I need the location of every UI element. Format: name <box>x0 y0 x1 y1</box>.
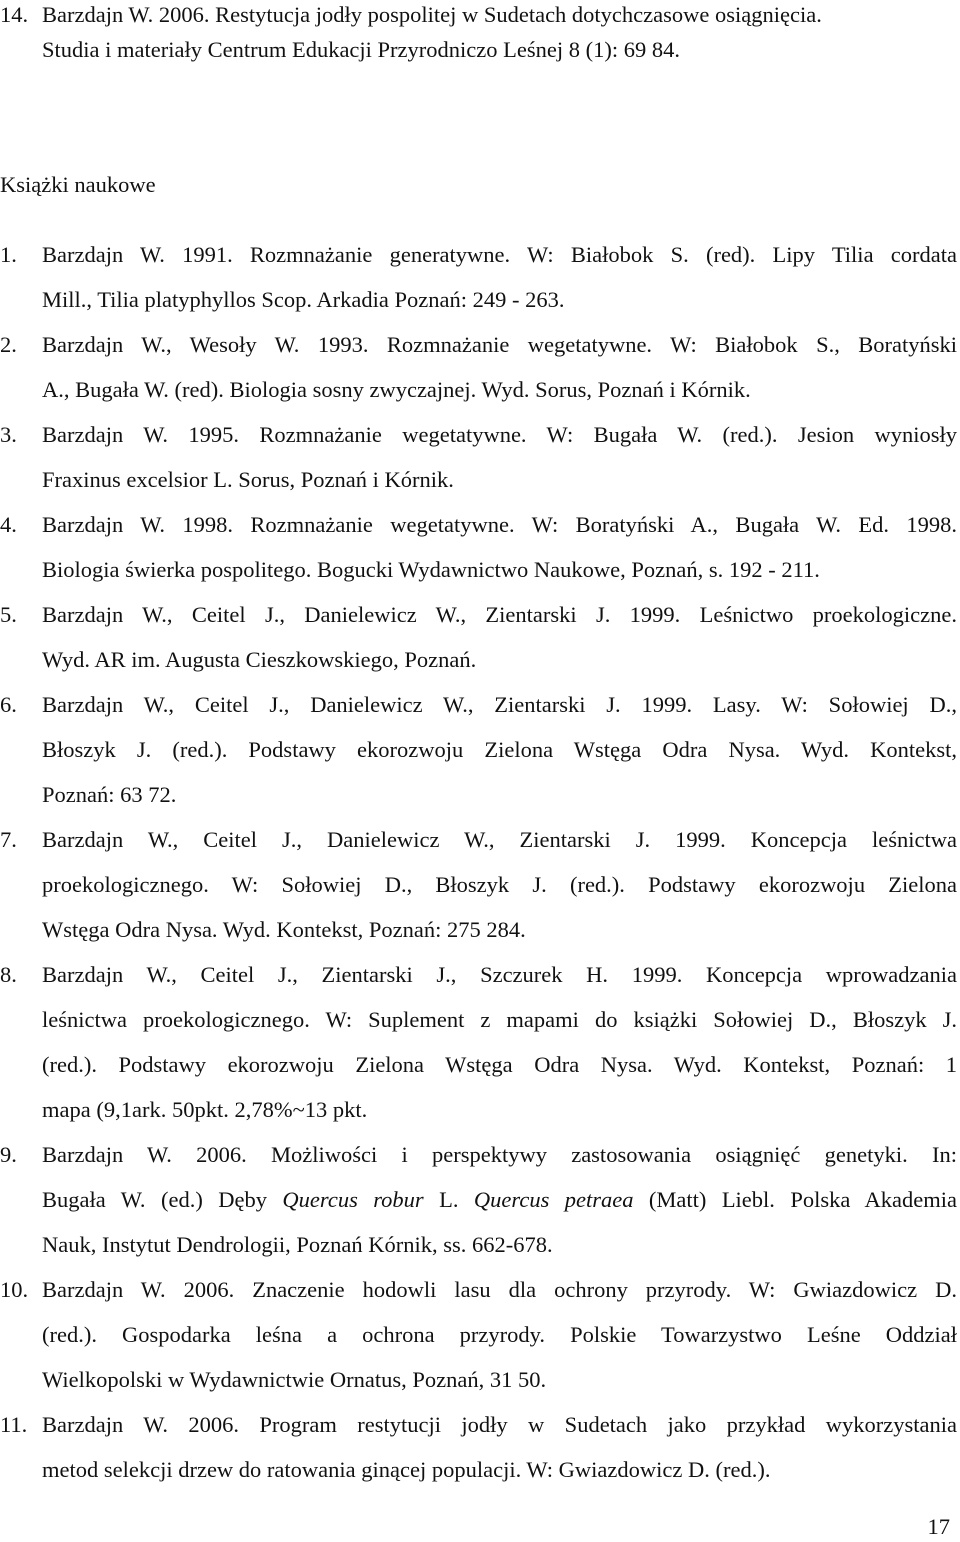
entry-number: 4. <box>0 512 17 537</box>
entry-number: 3. <box>0 422 17 447</box>
entry-line: Bugała W. (ed.) Dęby Quercus robur L. Quercus petraea (Matt) Liebl. Polska Akademia <box>42 1187 958 1212</box>
section-heading: Książki naukowe <box>0 172 156 197</box>
entry-line: Barzdajn W., Ceitel J., Zientarski J., Szczurek H. 1999. Koncepcja wprowadzania <box>42 962 957 987</box>
page-number: 17 <box>927 1514 950 1539</box>
entry-line: Nauk, Instytut Dendrologii, Poznań Kórnik, ss. 662-678. <box>42 1232 553 1257</box>
entry-line: Barzdajn W. 1991. Rozmnażanie generatywne. W: Białobok S. (red). Lipy Tilia cordata <box>42 242 957 267</box>
entry-line: Poznań: 63 72. <box>42 782 177 807</box>
entry-line: mapa (9,1ark. 50pkt. 2,78%~13 pkt. <box>42 1097 368 1122</box>
entry-number: 9. <box>0 1142 17 1167</box>
entry-line: Barzdajn W., Wesoły W. 1993. Rozmnażanie wegetatywne. W: Białobok S., Boratyński <box>42 332 957 357</box>
entry-line: Studia i materiały Centrum Edukacji Przyrodniczo Leśnej 8 (1): 69 84. <box>42 37 680 62</box>
entry-number: 14. <box>0 2 29 27</box>
entry-line: A., Bugała W. (red). Biologia sosny zwyczajnej. Wyd. Sorus, Poznań i Kórnik. <box>42 377 751 402</box>
entry-line: Barzdajn W. 2006. Restytucja jodły pospolitej w Sudetach dotychczasowe osiągnięcia. <box>42 2 822 27</box>
entry-number: 6. <box>0 692 17 717</box>
entry-number: 1. <box>0 242 17 267</box>
entry-line: Barzdajn W. 2006. Możliwości i perspektywy zastosowania osiągnięć genetyki. In: <box>42 1142 957 1167</box>
entry-number: 10. <box>0 1277 29 1302</box>
entry-line: Barzdajn W., Ceitel J., Danielewicz W., Zientarski J. 1999. Leśnictwo proekologiczne. <box>42 602 957 627</box>
entry-line: (red.). Podstawy ekorozwoju Zielona Wstęga Odra Nysa. Wyd. Kontekst, Poznań: 1 <box>42 1052 957 1077</box>
entry-line: Barzdajn W. 1998. Rozmnażanie wegetatywne. W: Boratyński A., Bugała W. Ed. 1998. <box>42 512 957 537</box>
entry-line: Barzdajn W., Ceitel J., Danielewicz W., Zientarski J. 1999. Lasy. W: Sołowiej D., <box>42 692 957 717</box>
entry-line: Barzdajn W. 2006. Program restytucji jodły w Sudetach jako przykład wykorzystania <box>42 1412 957 1437</box>
entry-line: (red.). Gospodarka leśna a ochrona przyrody. Polskie Towarzystwo Leśne Oddział <box>42 1322 957 1347</box>
entry-number: 2. <box>0 332 17 357</box>
entry-line: leśnictwa proekologicznego. W: Suplement z mapami do książki Sołowiej D., Błoszyk J. <box>42 1007 957 1032</box>
entry-line: Fraxinus excelsior L. Sorus, Poznań i Kórnik. <box>42 467 454 492</box>
entry-line: Wielkopolski w Wydawnictwie Ornatus, Poznań, 31 50. <box>42 1367 547 1392</box>
entry-line: Barzdajn W. 2006. Znaczenie hodowli lasu dla ochrony przyrody. W: Gwiazdowicz D. <box>42 1277 957 1302</box>
entry-line: Wstęga Odra Nysa. Wyd. Kontekst, Poznań: 275 284. <box>42 917 526 942</box>
entry-line: metod selekcji drzew do ratowania ginącej populacji. W: Gwiazdowicz D. (red.). <box>42 1457 771 1482</box>
entry-line: Wyd. AR im. Augusta Cieszkowskiego, Poznań. <box>42 647 477 672</box>
entry-number: 11. <box>0 1412 28 1437</box>
entry-number: 7. <box>0 827 17 852</box>
entry-line: Barzdajn W. 1995. Rozmnażanie wegetatywne. W: Bugała W. (red.). Jesion wyniosły <box>42 422 957 447</box>
entry-number: 8. <box>0 962 17 987</box>
entry-line: Błoszyk J. (red.). Podstawy ekorozwoju Zielona Wstęga Odra Nysa. Wyd. Kontekst, <box>42 737 957 762</box>
entry-line: proekologicznego. W: Sołowiej D., Błoszyk J. (red.). Podstawy ekorozwoju Zielona <box>42 872 957 897</box>
entry-line: Biologia świerka pospolitego. Bogucki Wydawnictwo Naukowe, Poznań, s. 192 - 211. <box>42 557 820 582</box>
entry-line: Barzdajn W., Ceitel J., Danielewicz W., Zientarski J. 1999. Koncepcja leśnictwa <box>42 827 957 852</box>
entry-line: Mill., Tilia platyphyllos Scop. Arkadia Poznań: 249 - 263. <box>42 287 565 312</box>
entry-number: 5. <box>0 602 17 627</box>
